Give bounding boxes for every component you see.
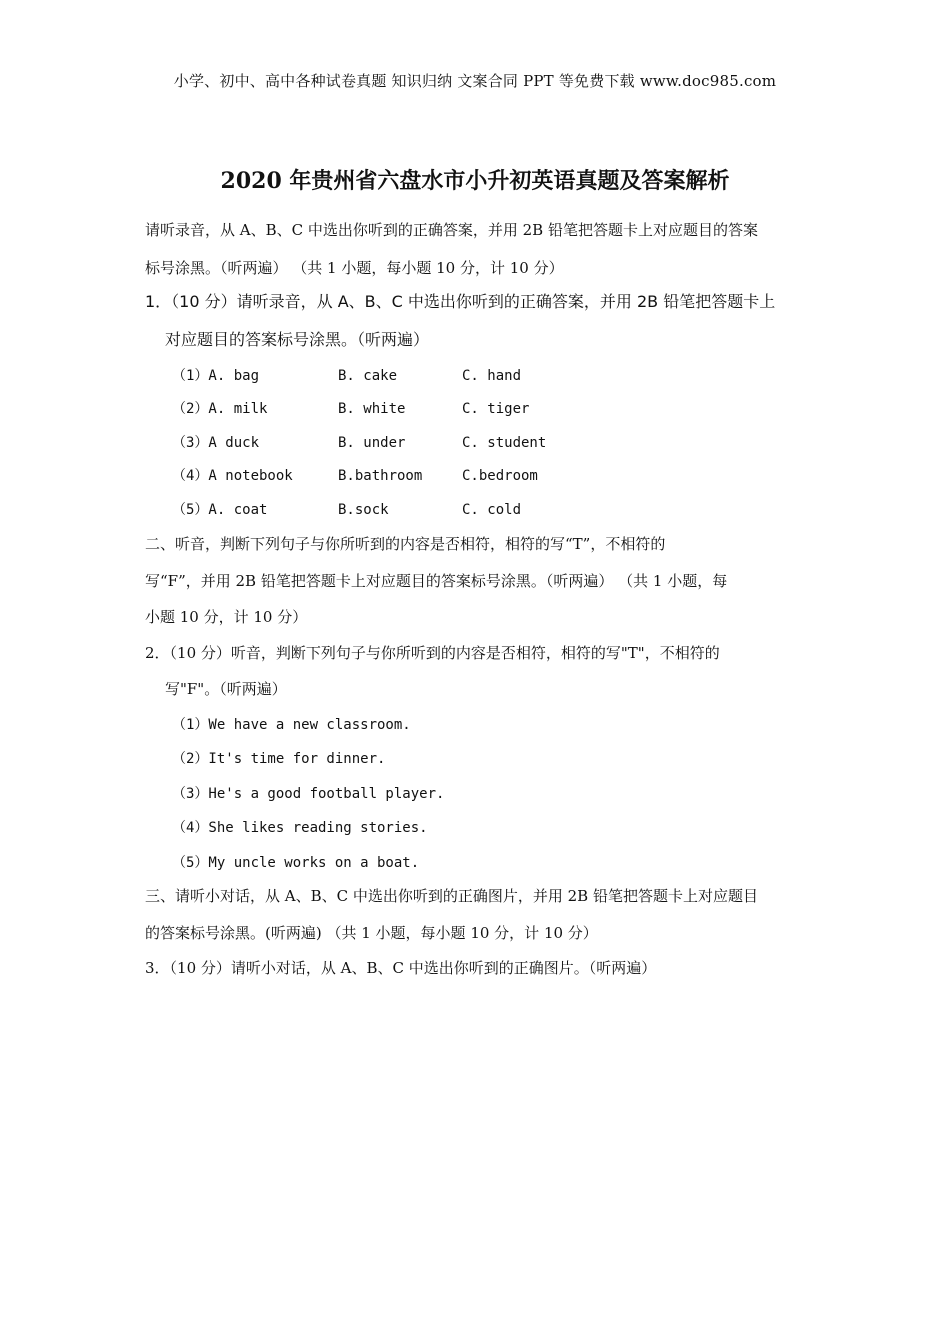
q1-row5-option-a: （5）A. coat [172, 502, 268, 518]
question3-line1: 3．（10 分）请听小对话，从 A、B、C 中选出你听到的正确图片。（听两遍） [145, 959, 657, 977]
q1-row3-option-c: C. student [462, 435, 547, 451]
question2-line1: 2．（10 分）听音，判断下列句子与你所听到的内容是否相符，相符的写"T"，不相符的 [145, 644, 720, 662]
section2-instruction-line2: 写“F”，并用 2B 铅笔把答题卡上对应题目的答案标号涂黑。（听两遍） （共 1 小题，每 [145, 572, 728, 590]
page-header: 小学、初中、高中各种试卷真题 知识归纳 文案合同 PPT 等免费下载 www.doc985.com [173, 72, 777, 90]
section2-instruction-line1: 二、听音，判断下列句子与你所听到的内容是否相符，相符的写“T”，不相符的 [145, 535, 666, 553]
q1-row2-option-a: （2）A. milk [172, 401, 268, 417]
section3-instruction-line2: 的答案标号涂黑。(听两遍) （共 1 小题，每小题 10 分，计 10 分） [145, 924, 598, 942]
document-title: 2020 年贵州省六盘水市小升初英语真题及答案解析 [220, 168, 730, 194]
q1-row4-option-c: C.bedroom [462, 468, 538, 484]
q2-sentence-4: （4）She likes reading stories. [172, 820, 428, 836]
q1-row2-option-b: B. white [338, 401, 406, 417]
q2-sentence-2: （2）It's time for dinner. [172, 751, 386, 767]
q1-row3-option-b: B. under [338, 435, 406, 451]
q1-row5-option-c: C. cold [462, 502, 522, 518]
q2-sentence-3: （3）He's a good football player. [172, 786, 445, 802]
question1-line2: 对应题目的答案标号涂黑。（听两遍） [165, 330, 430, 349]
question2-line2: 写"F"。（听两遍） [165, 680, 287, 698]
question1-line1: 1．（10 分）请听录音，从 A、B、C 中选出你听到的正确答案，并用 2B 铅笔把答题卡上 [145, 292, 776, 311]
q2-sentence-5: （5）My uncle works on a boat. [172, 855, 420, 871]
section1-instruction-line1: 请听录音，从 A、B、C 中选出你听到的正确答案，并用 2B 铅笔把答题卡上对应题目的答案 [145, 221, 758, 239]
q2-sentence-1: （1）We have a new classroom. [172, 717, 411, 733]
q1-row1-option-b: B. cake [338, 368, 398, 384]
section2-instruction-line3: 小题 10 分，计 10 分） [145, 608, 308, 626]
section1-instruction-line2: 标号涂黑。（听两遍） （共 1 小题，每小题 10 分，计 10 分） [145, 259, 564, 277]
q1-row3-option-a: （3）A duck [172, 435, 260, 451]
q1-row4-option-b: B.bathroom [338, 468, 423, 484]
q1-row5-option-b: B.sock [338, 502, 389, 518]
q1-row1-option-c: C. hand [462, 368, 522, 384]
q1-row1-option-a: （1）A. bag [172, 368, 260, 384]
section3-instruction-line1: 三、请听小对话，从 A、B、C 中选出你听到的正确图片，并用 2B 铅笔把答题卡上对应题目 [145, 887, 758, 905]
q1-row4-option-a: （4）A notebook [172, 468, 293, 484]
q1-row2-option-c: C. tiger [462, 401, 530, 417]
